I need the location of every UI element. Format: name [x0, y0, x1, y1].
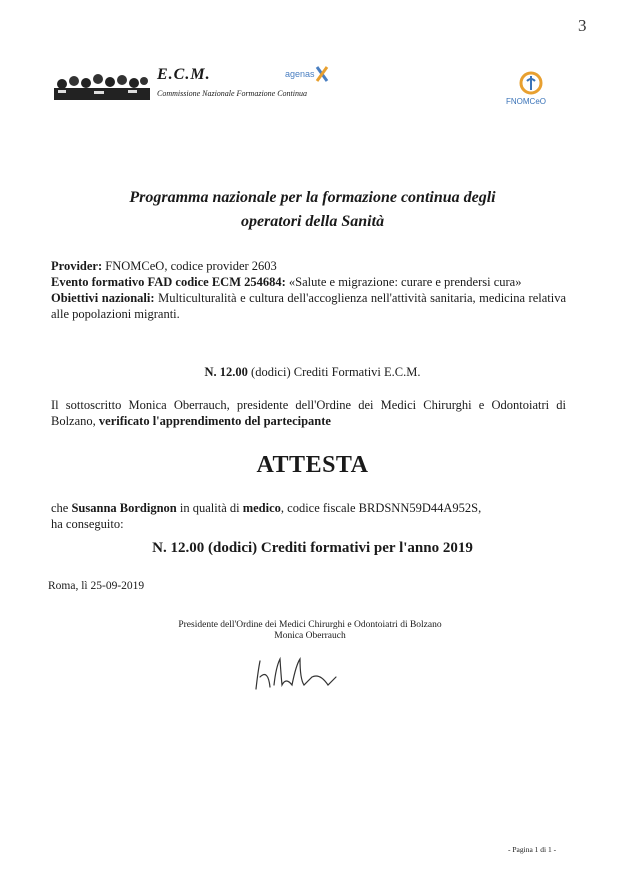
date: Roma, lì 25-09-2019: [48, 580, 145, 592]
ecm-logo-icon: [54, 70, 150, 100]
credits-rest: (dodici) Crediti Formativi E.C.M.: [247, 365, 421, 379]
participant-paragraph: [51, 500, 566, 532]
evento-label: Evento formativo FAD codice ECM 254684:: [51, 275, 286, 289]
programme-title-line2: operatori della Sanità: [240, 213, 385, 230]
obiettivi-line: [51, 290, 566, 322]
participant-mid: in qualità di: [176, 501, 243, 515]
participant-post: , codice fiscale BRDSNN59D44A952S,: [280, 501, 482, 515]
provider-line: [51, 258, 566, 274]
sottoscritto-bold: verificato l'apprendimento del partecipante: [98, 414, 331, 428]
fnomceo-text: FNOMCeO: [506, 97, 546, 106]
participant-line2: ha conseguito:: [51, 517, 124, 531]
fnomceo-logo-icon: [518, 70, 544, 96]
event-details: [51, 258, 566, 322]
signatory-name: Monica Oberrauch: [274, 631, 346, 641]
page-footer: - Pagina 1 di 1 -: [508, 845, 557, 854]
programme-title-line1: Programma nazionale per la formazione continua degli: [129, 189, 496, 206]
obiettivi-value: Multiculturalità e cultura dell'accoglienza nell'attività sanitaria, medicina relativa alle popolazioni migranti.: [51, 291, 567, 321]
sottoscritto-text: Il sottoscritto Monica Oberrauch, presidente dell'Ordine dei Medici Chirurghi e Odontoiatri di Bolzano,: [51, 398, 566, 428]
evento-value: «Salute e migrazione: curare e prendersi cura»: [285, 275, 522, 289]
attesta-heading: ATTESTA: [256, 452, 369, 478]
page-number: 3: [578, 16, 587, 35]
agenas-text: agenas: [285, 69, 315, 79]
signatory-block: [120, 620, 500, 642]
evento-line: [51, 274, 566, 290]
participant-name: Susanna Bordignon: [71, 501, 177, 515]
credits-line: [60, 365, 565, 380]
signatory-title: Presidente dell'Ordine dei Medici Chirurghi e Odontoiatri di Bolzano: [178, 620, 442, 630]
agenas-x-icon: [315, 66, 329, 82]
programme-title: [60, 186, 565, 234]
participant-line1: [51, 500, 566, 516]
handwritten-signature: [250, 655, 340, 695]
provider-value: FNOMCeO, codice provider 2603: [102, 259, 277, 273]
credits-awarded: N. 12.00 (dodici) Crediti formativi per l'anno 2019: [152, 540, 473, 556]
ecm-title: E.C.M.: [157, 66, 211, 83]
participant-pre: che: [51, 501, 72, 515]
obiettivi-label: Obiettivi nazionali:: [51, 291, 155, 305]
credits-number: N. 12.00: [204, 365, 248, 379]
participant-role: medico: [242, 501, 281, 515]
ecm-subtitle: Commissione Nazionale Formazione Continua: [157, 89, 308, 98]
agenas-logo: [285, 66, 329, 82]
provider-label: Provider:: [51, 259, 103, 273]
sottoscritto-paragraph: [51, 397, 566, 429]
